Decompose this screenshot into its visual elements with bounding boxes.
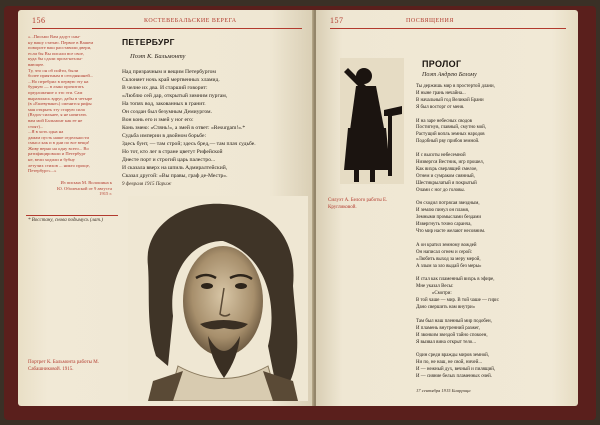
poem-line: Извергнуть точно саранча,	[416, 222, 472, 228]
footnote: * Восстану, снова подымусь (лат.)	[28, 218, 103, 223]
poem-line	[416, 312, 574, 319]
poem-body-petersburg	[122, 68, 312, 180]
poem-line: Дано свершить нам внутри»	[416, 305, 476, 310]
poem-line: Над призрачным и вещим Петербургом	[122, 69, 216, 75]
right-page	[316, 10, 578, 406]
poem-line: И — нежный дух, вечный и пилящий,	[416, 367, 496, 373]
poem-line	[416, 195, 574, 202]
archive-note: Из письма М. Волошина к Ю. Оболенской от 9 августа 1915 г.	[56, 180, 112, 197]
letter-excerpt-column	[28, 34, 110, 174]
letter-excerpt-line: бурную — в лыко прочитать	[28, 84, 84, 90]
letter-excerpt-line: куда бы сдали проза-нехлы-	[28, 56, 83, 62]
poem-line: И звонким звездой тайно спокоен,	[416, 332, 488, 338]
poem-line	[416, 270, 574, 277]
left-running-head	[32, 16, 302, 29]
poem-line: Мне указал Весы:	[416, 284, 454, 290]
poem-line: «Любить выход за меру мерой,	[416, 256, 481, 262]
poem-line: «Смотри:	[416, 291, 452, 297]
poem-line: Низвергся Вестник, игр прошел,	[416, 159, 484, 165]
poem-line: Он сходил потрясая звездным,	[416, 201, 480, 207]
poem-subtitle-prologue: Поэт Андрею Белому	[422, 72, 477, 78]
letter-excerpt-line: повороте ваш расставили двери,	[28, 45, 92, 51]
poem-line: Подобный рву прибоя земной.	[416, 139, 480, 145]
poem-line: Он написал огнем и серой:	[416, 249, 473, 255]
poem-line	[416, 346, 574, 353]
letter-excerpt-line: более приятным в сегодняшней...	[28, 73, 94, 79]
letter-excerpt-line: (Вздох-сильнее, я не начитать	[28, 112, 87, 118]
bely-silhouette	[340, 58, 404, 184]
letter-excerpt-line: Ту, что он об пойти, были	[28, 67, 79, 73]
poem-line: И стал как пламенный вихрь в эфире,	[416, 277, 495, 283]
poem-line: Сказал другой: «Вы правы, граф де-Местр».	[122, 173, 228, 179]
letter-excerpt-line: выразилась вдруг, дабы в четыре	[28, 95, 93, 101]
poem-date-petersburg: 9 февраля 1915 Париж	[122, 182, 172, 187]
poem-line: И ныне грань нечайна...	[416, 90, 466, 96]
poem-line: Один среди вражды миров земной,	[416, 353, 489, 359]
poem-line: Здесь бунт, — там строй; здесь бред,— там плач судьбе.	[122, 141, 256, 147]
left-page-number: 156	[32, 16, 46, 25]
poem-line: «Люблю сей дар, открытый зимним пургам,	[122, 93, 228, 99]
letter-excerpt-line: ну вашу статью. Первое в Вашем	[28, 39, 94, 45]
letter-excerpt-line: ...Я в хоть одна на	[28, 129, 64, 135]
left-running-head-text: КОСТЕВЕБАЛЬСКИЕ ВЕРЕГА	[144, 18, 237, 24]
letter-excerpt-line: «...Письмо Вам дадут сны-	[28, 34, 81, 39]
letter-excerpt-line: если бы Вы писали все свое,	[28, 50, 85, 56]
letter-excerpt-line: (в «Ешевуване») сменится рифы	[28, 101, 92, 107]
poem-line: Склоняет ночь край мертвенных хламид.	[122, 77, 220, 83]
poem-line: В начальный год Великой Брани	[416, 97, 484, 103]
portrait-caption: Портрет К. Бальмонта работы М. Сабашниковой. 1915.	[28, 360, 99, 372]
poem-line: А злым за зло выдай без меры»	[416, 263, 482, 269]
right-running-head	[330, 16, 566, 29]
poem-line: Очами с ног до головы.	[416, 187, 465, 193]
poem-line: В челне их два. И старший говорит:	[122, 85, 208, 91]
poem-line: Шестикрылатый я покрытый	[416, 180, 477, 186]
letter-excerpt-line: стоят)...	[28, 123, 44, 129]
balmont-portrait	[128, 196, 308, 401]
poem-line: Как вихрь сверлящей смелое,	[416, 166, 478, 172]
letter-excerpt-line: вам мой Бальмонт как ее не	[28, 117, 83, 123]
portrait-drawing	[128, 196, 308, 401]
poem-line: И пламень внутренний разжег,	[416, 325, 480, 331]
poem-line: И с высоты небесемной	[416, 153, 466, 159]
poem-line: Конь змею: «Стянь!», а змей в ответ: «Resurgam!».*	[122, 125, 246, 131]
poem-line: Днесте порт и строгий царь палестро...	[122, 157, 216, 163]
poem-line: Земными промыслами бездами	[416, 215, 481, 221]
poem-line	[416, 236, 574, 243]
poem-line	[416, 112, 574, 119]
letter-excerpt-line: смысл как и в дни по все вещи!	[28, 140, 90, 146]
right-page-number: 157	[330, 16, 344, 25]
right-running-head-text: ПОСВЯЩЕНИЯ	[406, 18, 454, 24]
poem-line: Ты держишь мир в простертой длани,	[416, 84, 495, 89]
silhouette-figure	[340, 58, 404, 184]
letter-excerpt-line: не, вели ходили и бубну	[28, 157, 75, 163]
poem-title-petersburg: ПЕТЕРБУРГ	[122, 37, 175, 47]
poem-line: И на заре небесных сводов	[416, 118, 472, 124]
poem-line: Я был восторг от меня.	[416, 104, 465, 110]
poem-body-prologue	[416, 84, 574, 381]
poem-line: Ни по, не наш, не свой, ничей...	[416, 360, 483, 366]
poem-date-prologue: 17 сентября 1915 Биаррица	[416, 388, 471, 393]
poem-line: Я вызвал вина открыт тело...	[416, 339, 476, 345]
poem-line: Там был наш пленный мир подобен,	[416, 318, 492, 324]
poem-line: А он кратил земному вождей	[416, 242, 477, 248]
poem-line: Вон конь его и змей у ног его:	[122, 117, 194, 123]
poem-line: Что мир насте желают несовним.	[416, 229, 486, 235]
left-page	[18, 10, 314, 406]
poem-line: Огнем и сумраком сиянный,	[416, 173, 475, 179]
poem-line: Судьба империи в двойном борьбе:	[122, 133, 207, 139]
poem-line: В той чаше — мир. В той чаше — гири:	[416, 298, 500, 304]
letter-excerpt-line: летучих стихов ... никто проще,	[28, 162, 90, 168]
poem-subtitle-petersburg: Поэт К. Бальмонту	[130, 53, 186, 60]
poem-line: На топях вод, закованных в гранит.	[122, 101, 206, 107]
poem-line: И сказала вверх на шпиль Адмиралтейский,	[122, 165, 228, 171]
letter-excerpt-line: вающее.	[28, 61, 45, 67]
letter-excerpt-line: предложение о это эти. Сам	[28, 89, 83, 95]
poem-line: Но тот, кто лег в стране цветут Рифейской	[122, 149, 223, 155]
silhouette-caption: Силуэт А. Белого работы Е. Кругликовой.	[328, 198, 388, 210]
letter-excerpt-line: ...Но перебрил в первую эту на	[28, 78, 89, 84]
poem-line	[416, 146, 574, 153]
letter-excerpt-line: Живу верно на одну всего... Во	[28, 145, 89, 151]
poem-line: И землю пинул он пламя,	[416, 208, 470, 214]
letter-excerpt-line: мая открыть эту старую сила	[28, 106, 85, 112]
poem-line: И — сияние белых пламенных очей.	[416, 374, 492, 380]
poem-line: Он создан был безумным Демиургом.	[122, 109, 212, 115]
poem-line: Постигнув, главный, смутно мой,	[416, 125, 487, 131]
letter-excerpt-line: ратифицировали и Петербург	[28, 151, 86, 157]
poem-title-prologue: ПРОЛОГ	[422, 59, 462, 69]
letter-excerpt-line: Петербург»...»	[28, 168, 57, 174]
letter-excerpt-line: дамам пусть наше отдельности	[28, 134, 89, 140]
footnote-divider	[26, 215, 118, 216]
poem-line: Растущий вопль земных народов	[416, 132, 485, 138]
